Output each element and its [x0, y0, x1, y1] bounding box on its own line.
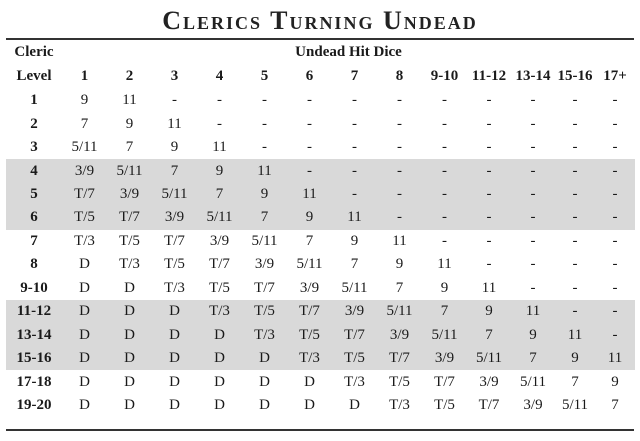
turn-result-cell: -	[287, 159, 332, 182]
turn-result-cell: 3/9	[152, 206, 197, 229]
turn-result-cell: 3/9	[523, 397, 543, 414]
turn-result-cell: 3/9	[299, 279, 320, 296]
turn-result-cell: -	[612, 256, 618, 273]
turn-result-cell: T/3	[74, 232, 95, 249]
turn-result-cell: T/3	[344, 373, 365, 390]
turn-result-cell: -	[486, 139, 492, 156]
turn-result-cell: 5/11	[71, 139, 98, 156]
turn-result-cell: -	[217, 115, 222, 132]
table-row	[6, 370, 635, 393]
turn-result-cell: D	[152, 324, 197, 347]
turn-result-cell: 5/11	[341, 279, 368, 296]
turn-result-cell: T/7	[332, 324, 377, 347]
turn-result-cell: 9	[611, 373, 619, 390]
turn-result-cell: 9	[125, 115, 134, 132]
turn-result-cell: 5/11	[107, 159, 152, 182]
turn-result-cell: -	[612, 279, 618, 296]
turn-result-cell: T/5	[389, 373, 410, 390]
turn-result-cell: D	[197, 324, 242, 347]
turn-result-cell: 11	[392, 232, 407, 249]
turn-result-cell: D	[169, 373, 180, 390]
turn-result-cell: 5/11	[197, 206, 242, 229]
turn-result-cell: 9	[242, 183, 287, 206]
cleric-header-line1: Cleric	[14, 43, 54, 60]
turn-result-cell: -	[572, 256, 578, 273]
turn-result-cell: -	[530, 115, 536, 132]
column-header: 15-16	[557, 68, 593, 84]
turn-result-cell: -	[511, 206, 555, 229]
turn-result-cell: -	[595, 183, 635, 206]
cleric-level-cell: 4	[6, 159, 62, 182]
turn-result-cell: T/7	[434, 373, 455, 390]
turn-result-cell: -	[530, 232, 536, 249]
turn-result-cell: -	[377, 206, 422, 229]
turn-result-cell: T/3	[119, 256, 140, 273]
turn-result-cell: -	[397, 115, 402, 132]
turn-result-cell: -	[555, 183, 595, 206]
table-row	[6, 347, 635, 370]
table-row	[6, 324, 635, 347]
turn-result-cell: -	[530, 279, 536, 296]
cleric-level-cell: 13-14	[6, 324, 62, 347]
turn-result-cell: -	[352, 92, 357, 109]
turn-result-cell: 5/11	[296, 256, 323, 273]
turn-result-cell: -	[486, 232, 492, 249]
turn-result-cell: T/5	[332, 347, 377, 370]
turn-result-cell: -	[486, 256, 492, 273]
turn-result-cell: 11	[555, 324, 595, 347]
turn-result-cell: -	[352, 139, 357, 156]
turn-result-cell: 5/11	[422, 324, 467, 347]
turn-result-cell: -	[511, 159, 555, 182]
turn-result-cell: -	[595, 324, 635, 347]
turn-result-cell: -	[572, 115, 578, 132]
turn-result-cell: -	[572, 139, 578, 156]
turn-result-cell: T/5	[62, 206, 107, 229]
turn-result-cell: 11	[437, 256, 452, 273]
turn-result-cell: T/7	[209, 256, 230, 273]
turn-result-cell: 9	[287, 206, 332, 229]
turn-result-cell: 7	[571, 373, 579, 390]
turn-result-cell: -	[397, 139, 402, 156]
turn-result-cell: -	[352, 115, 357, 132]
turn-result-cell: D	[304, 397, 315, 414]
turn-result-cell: 5/11	[251, 232, 278, 249]
turn-result-cell: T/7	[377, 347, 422, 370]
turn-result-cell: -	[307, 92, 312, 109]
turn-result-cell: 9	[197, 159, 242, 182]
turn-result-cell: -	[442, 139, 447, 156]
turn-result-cell: T/7	[254, 279, 275, 296]
turn-result-cell: 11	[511, 300, 555, 323]
cleric-level-cell: 1	[30, 92, 38, 109]
table-row	[6, 89, 635, 112]
turn-result-cell: -	[530, 256, 536, 273]
turn-result-cell: -	[262, 139, 267, 156]
bottom-rule	[6, 429, 634, 431]
turn-result-cell: T/3	[287, 347, 332, 370]
table-title: Clerics Turning Undead	[162, 6, 478, 35]
turn-result-cell: D	[107, 324, 152, 347]
cleric-level-cell: 6	[6, 206, 62, 229]
turn-result-cell: 7	[395, 279, 404, 296]
turn-result-cell: 9	[511, 324, 555, 347]
turn-result-cell: 9	[440, 279, 449, 296]
turn-result-cell: 3/9	[332, 300, 377, 323]
table-row	[6, 183, 635, 206]
turn-result-cell: D	[79, 279, 90, 296]
column-header: 4	[215, 68, 224, 84]
turn-result-cell: 7	[152, 159, 197, 182]
turn-result-cell: D	[62, 347, 107, 370]
cleric-level-cell: 8	[30, 256, 38, 273]
turn-result-cell: 7	[197, 183, 242, 206]
turn-result-cell: D	[197, 347, 242, 370]
turn-result-cell: 7	[350, 256, 359, 273]
cleric-level-cell: 19-20	[16, 397, 52, 414]
turn-result-cell: 5/11	[561, 397, 589, 414]
turn-result-cell: D	[304, 373, 315, 390]
column-header: 11-12	[471, 68, 507, 84]
turn-result-cell: -	[377, 183, 422, 206]
table-row	[6, 112, 635, 135]
table-row	[6, 159, 635, 182]
column-header: 13-14	[515, 68, 551, 84]
turn-result-cell: D	[79, 256, 90, 273]
turn-result-cell: 7	[242, 206, 287, 229]
turn-result-cell: 7	[511, 347, 555, 370]
turn-result-cell: -	[572, 232, 578, 249]
turn-result-cell: -	[422, 206, 467, 229]
turn-result-cell: D	[124, 279, 135, 296]
turn-result-cell: -	[442, 232, 447, 249]
column-header: 9-10	[430, 68, 459, 84]
turn-result-cell: 11	[122, 92, 137, 109]
turn-result-cell: -	[486, 92, 492, 109]
turn-result-cell: -	[555, 300, 595, 323]
turn-result-cell: T/5	[242, 300, 287, 323]
column-header: 5	[260, 68, 269, 84]
turn-result-cell: -	[612, 139, 618, 156]
cleric-level-cell: 15-16	[6, 347, 62, 370]
turn-result-cell: 3/9	[422, 347, 467, 370]
turn-result-cell: -	[172, 92, 177, 109]
cleric-level-cell: 5	[6, 183, 62, 206]
turn-result-cell: -	[442, 92, 447, 109]
turn-result-cell: -	[262, 115, 267, 132]
turn-result-cell: 11	[595, 347, 635, 370]
turn-result-cell: -	[595, 159, 635, 182]
turn-result-cell: T/5	[119, 232, 140, 249]
turn-result-cell: -	[555, 206, 595, 229]
turn-result-cell: -	[467, 183, 511, 206]
turn-result-cell: -	[422, 159, 467, 182]
turn-result-cell: 11	[212, 139, 227, 156]
turn-result-cell: -	[595, 300, 635, 323]
turn-result-cell: T/3	[164, 279, 185, 296]
column-header: 7	[350, 68, 359, 84]
turn-result-cell: T/7	[287, 300, 332, 323]
turn-result-cell: -	[307, 115, 312, 132]
cleric-header-line2: Level	[16, 68, 52, 84]
cleric-level-cell: 9-10	[20, 279, 48, 296]
turn-result-cell: D	[79, 373, 90, 390]
table-row	[6, 230, 635, 253]
turn-result-cell: 7	[125, 139, 134, 156]
turn-result-cell: 9	[80, 92, 89, 109]
turn-result-cell: 5/11	[519, 373, 547, 390]
turn-result-cell: -	[612, 115, 618, 132]
turn-result-cell: D	[107, 300, 152, 323]
table-row	[6, 206, 635, 229]
table-row	[6, 136, 635, 159]
turn-result-cell: -	[486, 115, 492, 132]
turn-result-cell: D	[259, 397, 270, 414]
turn-result-cell: D	[214, 397, 225, 414]
turn-result-cell: -	[262, 92, 267, 109]
turn-result-cell: D	[259, 373, 270, 390]
turn-result-cell: -	[572, 279, 578, 296]
turn-result-cell: 5/11	[152, 183, 197, 206]
turn-result-cell: D	[349, 397, 360, 414]
turn-result-cell: -	[612, 92, 618, 109]
cleric-level-cell: 17-18	[16, 373, 52, 390]
turn-result-cell: 11	[481, 279, 497, 296]
turn-result-cell: T/5	[434, 397, 455, 414]
table-row	[6, 394, 635, 417]
turn-result-cell: -	[467, 159, 511, 182]
turn-result-cell: T/7	[62, 183, 107, 206]
turn-result-cell: 5/11	[467, 347, 511, 370]
turn-result-cell: 7	[80, 115, 89, 132]
turn-result-cell: -	[572, 92, 578, 109]
turn-result-cell: D	[124, 397, 135, 414]
turn-result-cell: D	[62, 300, 107, 323]
column-header: 1	[80, 68, 89, 84]
turn-result-cell: -	[307, 139, 312, 156]
turn-result-cell: -	[530, 139, 536, 156]
turn-result-cell: D	[79, 397, 90, 414]
turn-result-cell: -	[555, 159, 595, 182]
table-row	[6, 300, 635, 323]
turn-result-cell: 3/9	[377, 324, 422, 347]
turn-result-cell: D	[152, 347, 197, 370]
cleric-level-cell: 7	[30, 232, 38, 249]
turn-result-cell: -	[511, 183, 555, 206]
turn-result-cell: 9	[350, 232, 359, 249]
turn-result-cell: D	[152, 300, 197, 323]
turn-result-cell: -	[217, 92, 222, 109]
cleric-level-cell: 3	[30, 139, 38, 156]
turn-result-cell: -	[595, 206, 635, 229]
turn-result-cell: 11	[287, 183, 332, 206]
turn-result-cell: -	[332, 159, 377, 182]
turn-result-cell: D	[169, 397, 180, 414]
turn-result-cell: 9	[555, 347, 595, 370]
turn-result-cell: 3/9	[209, 232, 230, 249]
table-row	[6, 253, 635, 276]
turning-table	[6, 40, 635, 417]
turn-result-cell: 7	[305, 232, 314, 249]
turn-result-cell: 11	[332, 206, 377, 229]
turn-result-cell: -	[332, 183, 377, 206]
table-row	[6, 277, 635, 300]
turn-result-cell: T/3	[389, 397, 410, 414]
turn-result-cell: 3/9	[254, 256, 275, 273]
turn-result-cell: D	[124, 373, 135, 390]
column-header: 3	[170, 68, 179, 84]
turn-result-cell: 7	[467, 324, 511, 347]
turn-result-cell: 7	[422, 300, 467, 323]
column-header: 17+	[603, 68, 627, 84]
turn-result-cell: D	[107, 347, 152, 370]
turn-result-cell: 5/11	[377, 300, 422, 323]
turn-result-cell: 9	[467, 300, 511, 323]
turn-result-cell: T/7	[107, 206, 152, 229]
turn-result-cell: 3/9	[62, 159, 107, 182]
turn-result-cell: T/7	[478, 397, 500, 414]
turn-result-cell: T/5	[164, 256, 185, 273]
turn-result-cell: -	[422, 183, 467, 206]
turn-result-cell: 11	[242, 159, 287, 182]
turn-result-cell: -	[397, 92, 402, 109]
turn-result-cell: T/5	[287, 324, 332, 347]
turn-result-cell: T/3	[242, 324, 287, 347]
turn-result-cell: T/3	[197, 300, 242, 323]
turn-result-cell: -	[467, 206, 511, 229]
cleric-level-cell: 11-12	[6, 300, 62, 323]
turn-result-cell: 11	[167, 115, 182, 132]
turn-result-cell: 7	[611, 397, 619, 414]
undead-hit-dice-header: Undead Hit Dice	[295, 43, 402, 60]
turn-result-cell: D	[214, 373, 225, 390]
turn-result-cell: D	[242, 347, 287, 370]
turn-result-cell: -	[530, 92, 536, 109]
turn-result-cell: 9	[395, 256, 404, 273]
turn-result-cell: T/7	[164, 232, 185, 249]
cleric-level-cell: 2	[30, 115, 38, 132]
turn-result-cell: -	[612, 232, 618, 249]
turn-result-cell: -	[377, 159, 422, 182]
turn-result-cell: 3/9	[107, 183, 152, 206]
column-header: 8	[395, 68, 404, 84]
column-header: 6	[305, 68, 314, 84]
turn-result-cell: T/5	[209, 279, 230, 296]
column-header: 2	[125, 68, 134, 84]
turn-result-cell: 9	[170, 139, 179, 156]
turn-result-cell: D	[62, 324, 107, 347]
turn-result-cell: 3/9	[479, 373, 499, 390]
turn-result-cell: -	[442, 115, 447, 132]
